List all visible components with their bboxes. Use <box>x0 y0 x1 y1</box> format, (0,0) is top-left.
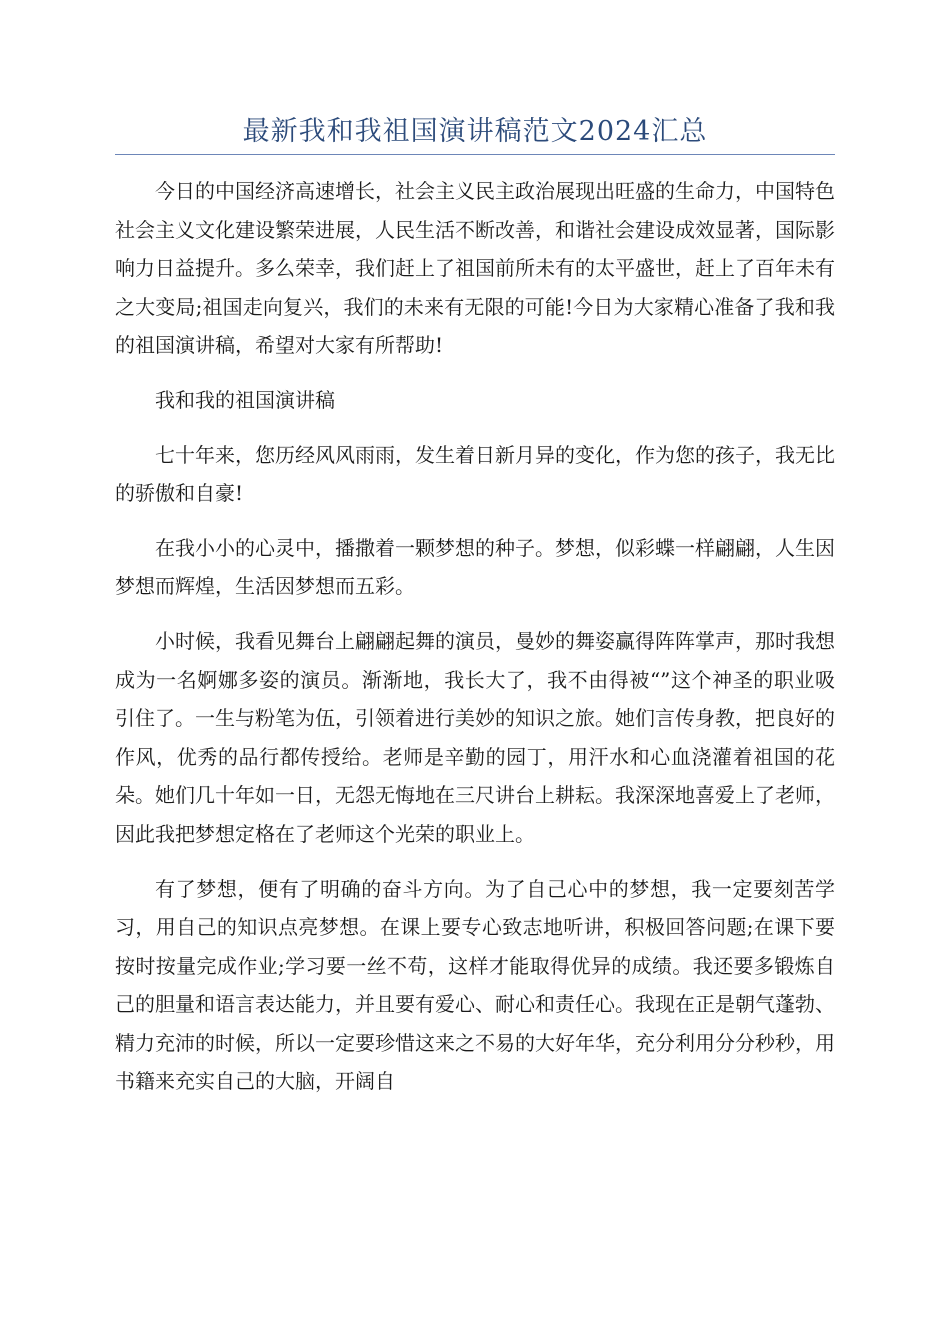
document-title: 最新我和我祖国演讲稿范文2024汇总 <box>242 116 708 147</box>
body-paragraph: 小时候，我看见舞台上翩翩起舞的演员，曼妙的舞姿赢得阵阵掌声，那时我想成为一名婀娜多姿的演员。渐渐地，我长大了，我不由得被“”这个神圣的职业吸引住了。一生与粉笔为伍，引领着进行美妙的知识之旅。她们言传身教，把良好的作风，优秀的品行都传授给。老师是辛勤的园丁，用汗水和心血浇灌着祖国的花朵。她们几十年如一日，无怨无悔地在三尺讲台上耕耘。我深深地喜爱上了老师，因此我把梦想定格在了老师这个光荣的职业上。 <box>115 628 835 846</box>
intro-paragraph: 今日的中国经济高速增长，社会主义民主政治展现出旺盛的生命力，中国特色社会主义文化建设繁荣进展，人民生活不断改善，和谐社会建设成效显著，国际影响力日益提升。多么荣幸，我们赶上了祖国前所未有的太平盛世，赶上了百年未有之大变局;祖国走向复兴，我们的未来有无限的可能!今日为大家精心准备了我和我的祖国演讲稿，希望对大家有所帮助! <box>115 179 835 358</box>
document-body <box>115 172 835 1117</box>
section-heading: 我和我的祖国演讲稿 <box>155 387 335 412</box>
body-paragraph: 有了梦想，便有了明确的奋斗方向。为了自己心中的梦想，我一定要刻苦学习，用自己的知识点亮梦想。在课上要专心致志地听讲，积极回答问题;在课下要按时按量完成作业;学习要一丝不苟，这样才能取得优异的成绩。我还要多锻炼自己的胆量和语言表达能力，并且要有爱心、耐心和责任心。我现在正是朝气蓬勃、精力充沛的时候，所以一定要珍惜这来之不易的大好年华，充分利用分分秒秒，用书籍来充实自己的大脑，开阔自 <box>115 876 835 1094</box>
title-underline <box>115 154 835 155</box>
body-paragraph: 在我小小的心灵中，播撒着一颗梦想的种子。梦想，似彩蝶一样翩翩，人生因梦想而辉煌，生活因梦想而五彩。 <box>115 535 835 599</box>
body-paragraph: 七十年来，您历经风风雨雨，发生着日新月异的变化，作为您的孩子，我无比的骄傲和自豪! <box>115 442 835 506</box>
